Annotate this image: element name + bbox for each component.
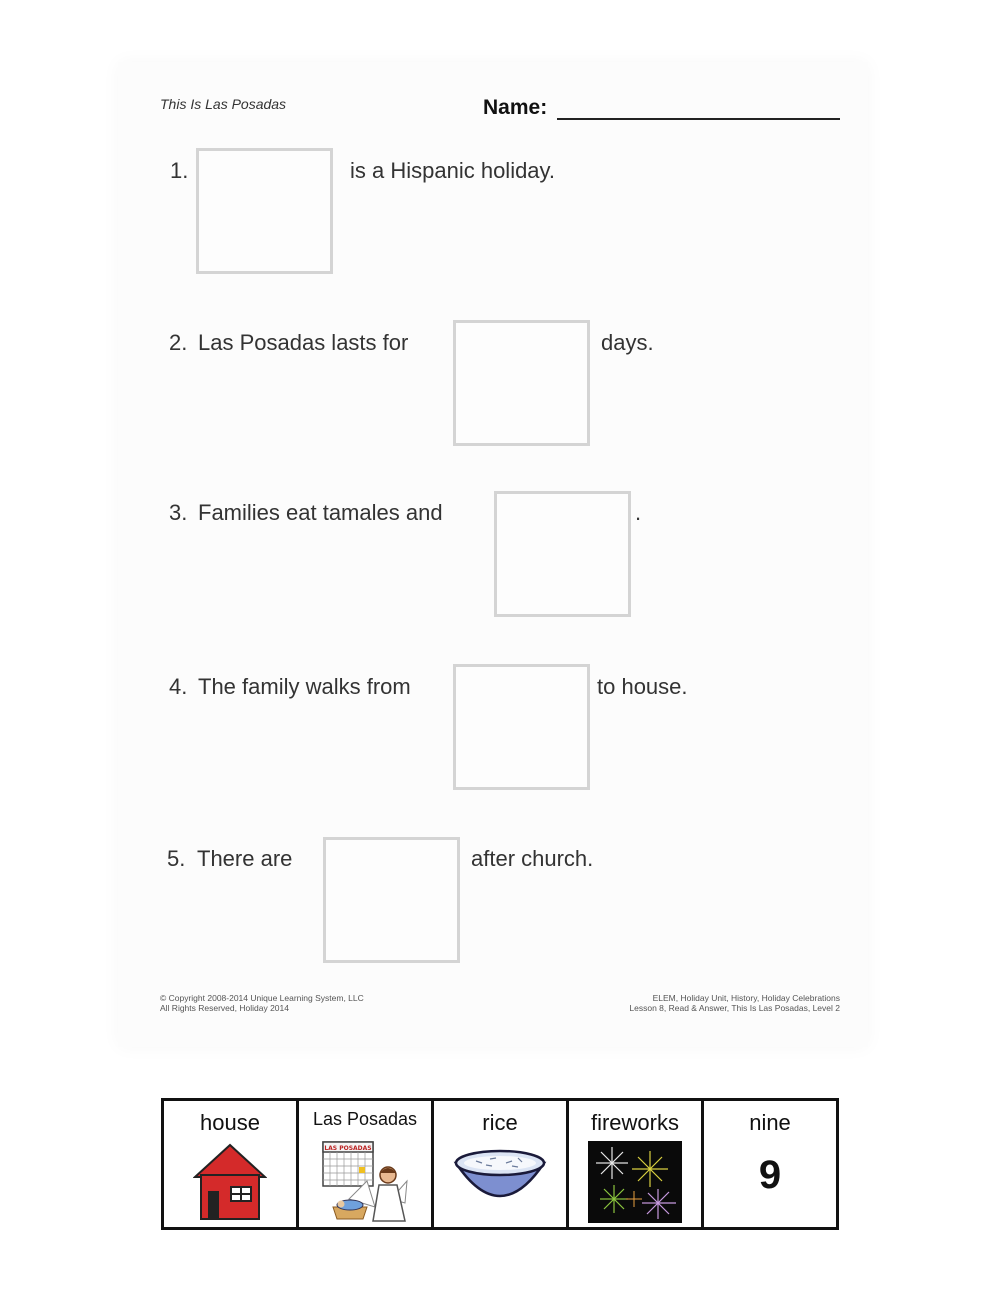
house-icon xyxy=(193,1141,267,1221)
answer-box-2[interactable] xyxy=(453,320,590,446)
copyright-line-2: All Rights Reserved, Holiday 2014 xyxy=(160,1003,289,1013)
question-4-text-after: to house. xyxy=(597,674,688,699)
word-card-house[interactable] xyxy=(164,1101,299,1227)
question-1-number: 1. xyxy=(170,158,189,183)
question-4-text-before: The family walks from xyxy=(198,674,411,699)
question-5-number: 5. xyxy=(167,846,186,871)
word-card-label: Las Posadas xyxy=(312,1109,418,1129)
answer-box-1[interactable] xyxy=(196,148,333,274)
question-5-text-after: after church. xyxy=(471,846,594,871)
question-2-number: 2. xyxy=(169,330,188,355)
lesson-line-2: Lesson 8, Read & Answer, This Is Las Posadas, Level 2 xyxy=(629,1003,840,1013)
word-card-las-posadas[interactable] xyxy=(299,1101,434,1227)
answer-box-3[interactable] xyxy=(494,491,631,617)
rice-bowl-icon xyxy=(452,1141,548,1217)
copyright-line-1: © Copyright 2008-2014 Unique Learning System, LLC xyxy=(160,993,364,1003)
question-2-text-after: days. xyxy=(601,330,654,355)
las-posadas-icon xyxy=(319,1141,411,1223)
question-4-number: 4. xyxy=(169,674,188,699)
question-1-text-after: is a Hispanic holiday. xyxy=(350,158,556,183)
question-3-number: 3. xyxy=(169,500,188,525)
word-card-label: house xyxy=(200,1110,260,1135)
copyright-footer xyxy=(160,993,364,1013)
question-3-text-after: . xyxy=(635,500,642,525)
number-icon: 9 xyxy=(758,1153,782,1197)
word-card-nine[interactable] xyxy=(704,1101,836,1227)
word-bank xyxy=(161,1098,839,1230)
word-card-label: rice xyxy=(482,1110,518,1135)
word-card-fireworks[interactable] xyxy=(569,1101,704,1227)
question-2-text-before: Las Posadas lasts for xyxy=(198,330,409,355)
question-5-text-before: There are xyxy=(197,846,293,871)
lesson-line-1: ELEM, Holiday Unit, History, Holiday Celebrations xyxy=(652,993,840,1003)
fireworks-icon xyxy=(588,1141,682,1223)
answer-box-5[interactable] xyxy=(323,837,460,963)
word-card-label: fireworks xyxy=(590,1110,679,1135)
worksheet-title: This Is Las Posadas xyxy=(160,96,287,112)
question-3-text-before: Families eat tamales and xyxy=(198,500,443,525)
calendar-text: LAS POSADAS xyxy=(324,1145,372,1152)
lesson-footer xyxy=(629,993,840,1013)
name-label: Name: xyxy=(483,96,548,119)
answer-box-4[interactable] xyxy=(453,664,590,790)
name-line[interactable] xyxy=(557,118,840,120)
word-card-rice[interactable] xyxy=(434,1101,569,1227)
word-card-label: nine xyxy=(749,1110,791,1135)
